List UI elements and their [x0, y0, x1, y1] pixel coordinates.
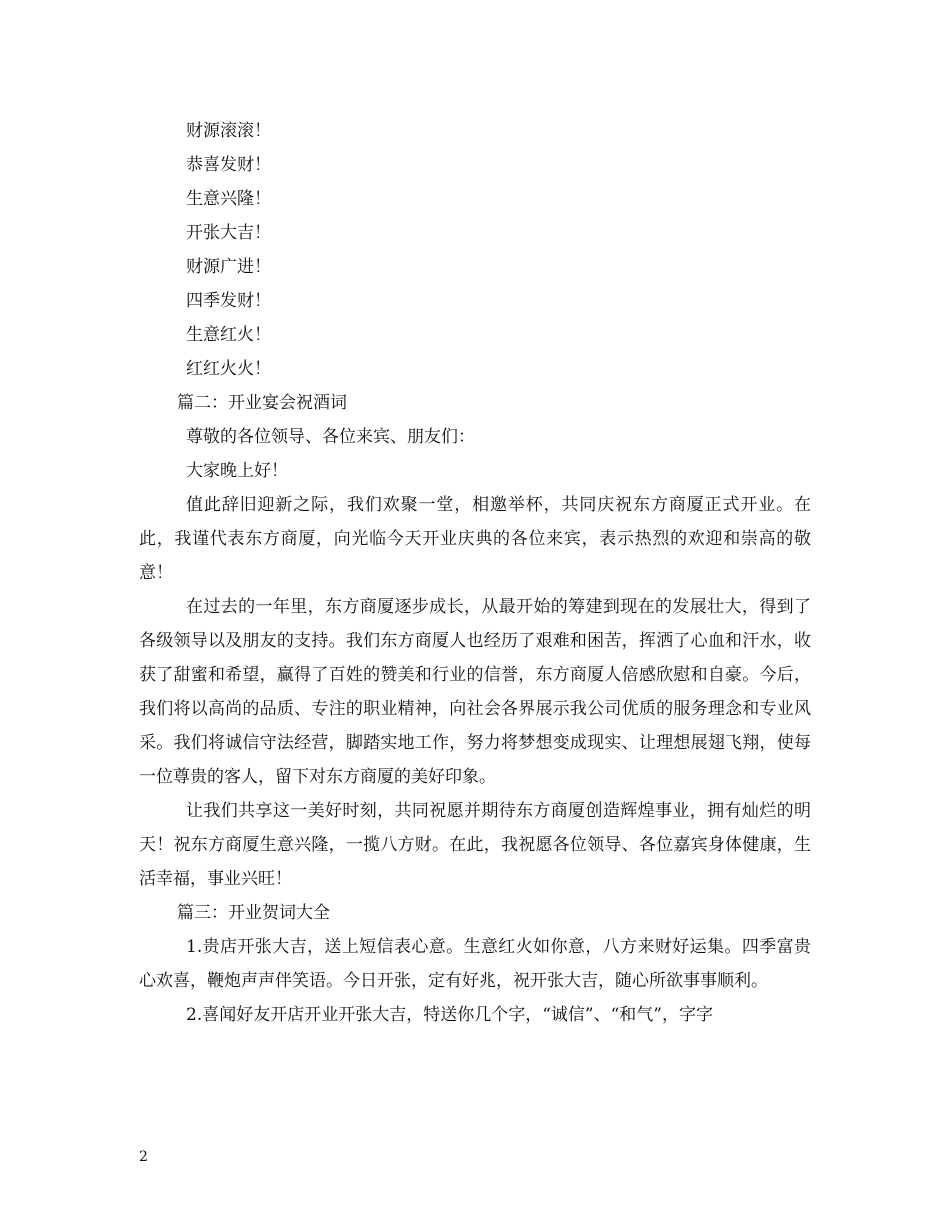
- blessing-line: 财源广进！: [186, 257, 271, 277]
- blessing-line: 财源滚滚！: [186, 121, 271, 141]
- blessing-line: 开张大吉！: [186, 223, 271, 243]
- section-heading: 篇二：开业宴会祝酒词: [177, 393, 347, 413]
- paragraph: 在过去的一年里，东方商厦逐步成长，从最开始的筹建到现在的发展壮大，得到了各级领导以及朋友的支持。我们东方商厦人也经历了艰难和困苦，挥洒了心血和汗水，收获了甜蜜和希望，赢得了百姓的赞美和行业的信誉，东方商厦人倍感欣慰和自豪。今后，我们将以高尚的品质、专注的职业精神，向社会各界展示我公司优质的服务理念和专业风采。我们将诚信守法经营，脚踏实地工作，努力将梦想变成现实、让理想展翅飞翔，使每一位尊贵的客人，留下对东方商厦的美好印象。: [139, 597, 811, 787]
- greeting: 大家晚上好！: [186, 461, 288, 481]
- blessing-line: 四季发财！: [186, 291, 271, 311]
- blessing-line: 恭喜发财！: [186, 155, 271, 175]
- document-body: [139, 114, 811, 1032]
- blessing-list: [139, 114, 811, 386]
- blessing-line: 红红火火！: [186, 359, 271, 379]
- list-item: 2.喜闻好友开店开业开张大吉，特送你几个字，“诚信”、“和气”，字字: [186, 1005, 713, 1025]
- paragraph: 值此辞旧迎新之际，我们欢聚一堂，相邀举杯，共同庆祝东方商厦正式开业。在此，我谨代表东方商厦，向光临今天开业庆典的各位来宾，表示热烈的欢迎和崇高的敬意！: [139, 495, 811, 583]
- list-item: 1.贵店开张大吉，送上短信表心意。生意红火如你意，八方来财好运集。四季富贵心欢喜，鞭炮声声伴笑语。今日开张，定有好兆，祝开张大吉，随心所欲事事顺利。: [139, 937, 811, 991]
- section-heading: 篇三：开业贺词大全: [177, 903, 330, 923]
- blessing-line: 生意兴隆！: [186, 189, 271, 209]
- blessing-line: 生意红火！: [186, 325, 271, 345]
- salutation: 尊敬的各位领导、各位来宾、朋友们：: [186, 427, 475, 447]
- page-number: 2: [139, 1149, 148, 1165]
- paragraph: 让我们共享这一美好时刻，共同祝愿并期待东方商厦创造辉煌事业，拥有灿烂的明天！祝东方商厦生意兴隆，一揽八方财。在此，我祝愿各位领导、各位嘉宾身体健康，生活幸福，事业兴旺！: [139, 801, 811, 889]
